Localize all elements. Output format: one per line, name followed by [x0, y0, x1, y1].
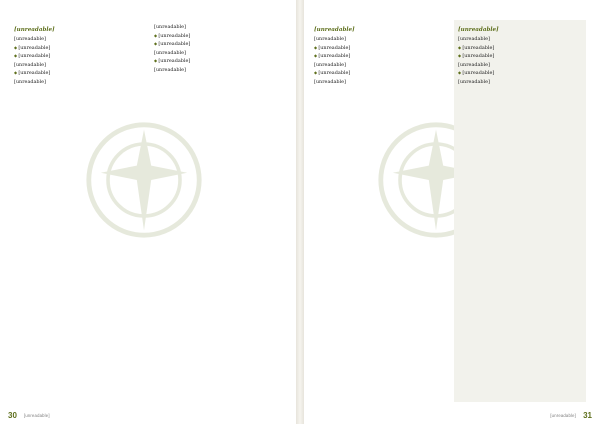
article-paragraph: [unreadable]: [14, 78, 46, 85]
article-paragraph: [unreadable]: [154, 24, 186, 30]
article-paragraph: [unreadable]: [314, 78, 346, 85]
page-number: 30: [8, 411, 17, 420]
bullet-paragraph: ◆ [unreadable]: [14, 53, 144, 60]
bullet-paragraph: ◆ [unreadable]: [154, 58, 284, 65]
bullet-paragraph: ◆ [unreadable]: [314, 70, 444, 77]
page-number: 31: [583, 411, 592, 420]
article-heading: [unreadable]: [314, 27, 355, 33]
right-page: [304, 0, 600, 424]
left-page-column-2: [154, 24, 284, 402]
article-paragraph: [unreadable]: [314, 61, 346, 68]
bullet-paragraph: ◆ [unreadable]: [154, 33, 284, 40]
right-page-column-2-panel: [454, 20, 586, 402]
article-paragraph: [unreadable]: [458, 36, 490, 42]
article-paragraph: [unreadable]: [14, 61, 46, 68]
article-paragraph: [unreadable]: [314, 36, 346, 42]
bullet-paragraph: ◆ [unreadable]: [458, 53, 582, 60]
left-page-column-1: [14, 24, 144, 402]
left-page: [0, 0, 296, 424]
bullet-paragraph: ◆ [unreadable]: [458, 45, 582, 52]
bullet-paragraph: ◆ [unreadable]: [314, 53, 444, 60]
running-footer: [unreadable]: [550, 413, 576, 418]
article-paragraph: [unreadable]: [458, 61, 490, 68]
bullet-paragraph: ◆ [unreadable]: [458, 70, 582, 77]
running-footer: [unreadable]: [24, 413, 50, 418]
bullet-paragraph: ◆ [unreadable]: [314, 45, 444, 52]
bullet-paragraph: ◆ [unreadable]: [14, 70, 144, 77]
article-heading: [unreadable]: [14, 27, 55, 33]
bullet-paragraph: ◆ [unreadable]: [154, 41, 284, 48]
article-paragraph: [unreadable]: [458, 78, 490, 85]
article-paragraph: [unreadable]: [14, 36, 46, 42]
bullet-paragraph: ◆ [unreadable]: [14, 45, 144, 52]
right-page-footer: [304, 408, 600, 420]
left-page-footer: [0, 408, 296, 420]
article-heading: [unreadable]: [458, 27, 499, 33]
right-page-column-1: [314, 24, 444, 402]
page-gutter: [296, 0, 304, 424]
article-paragraph: [unreadable]: [154, 66, 186, 73]
article-paragraph: [unreadable]: [154, 49, 186, 56]
